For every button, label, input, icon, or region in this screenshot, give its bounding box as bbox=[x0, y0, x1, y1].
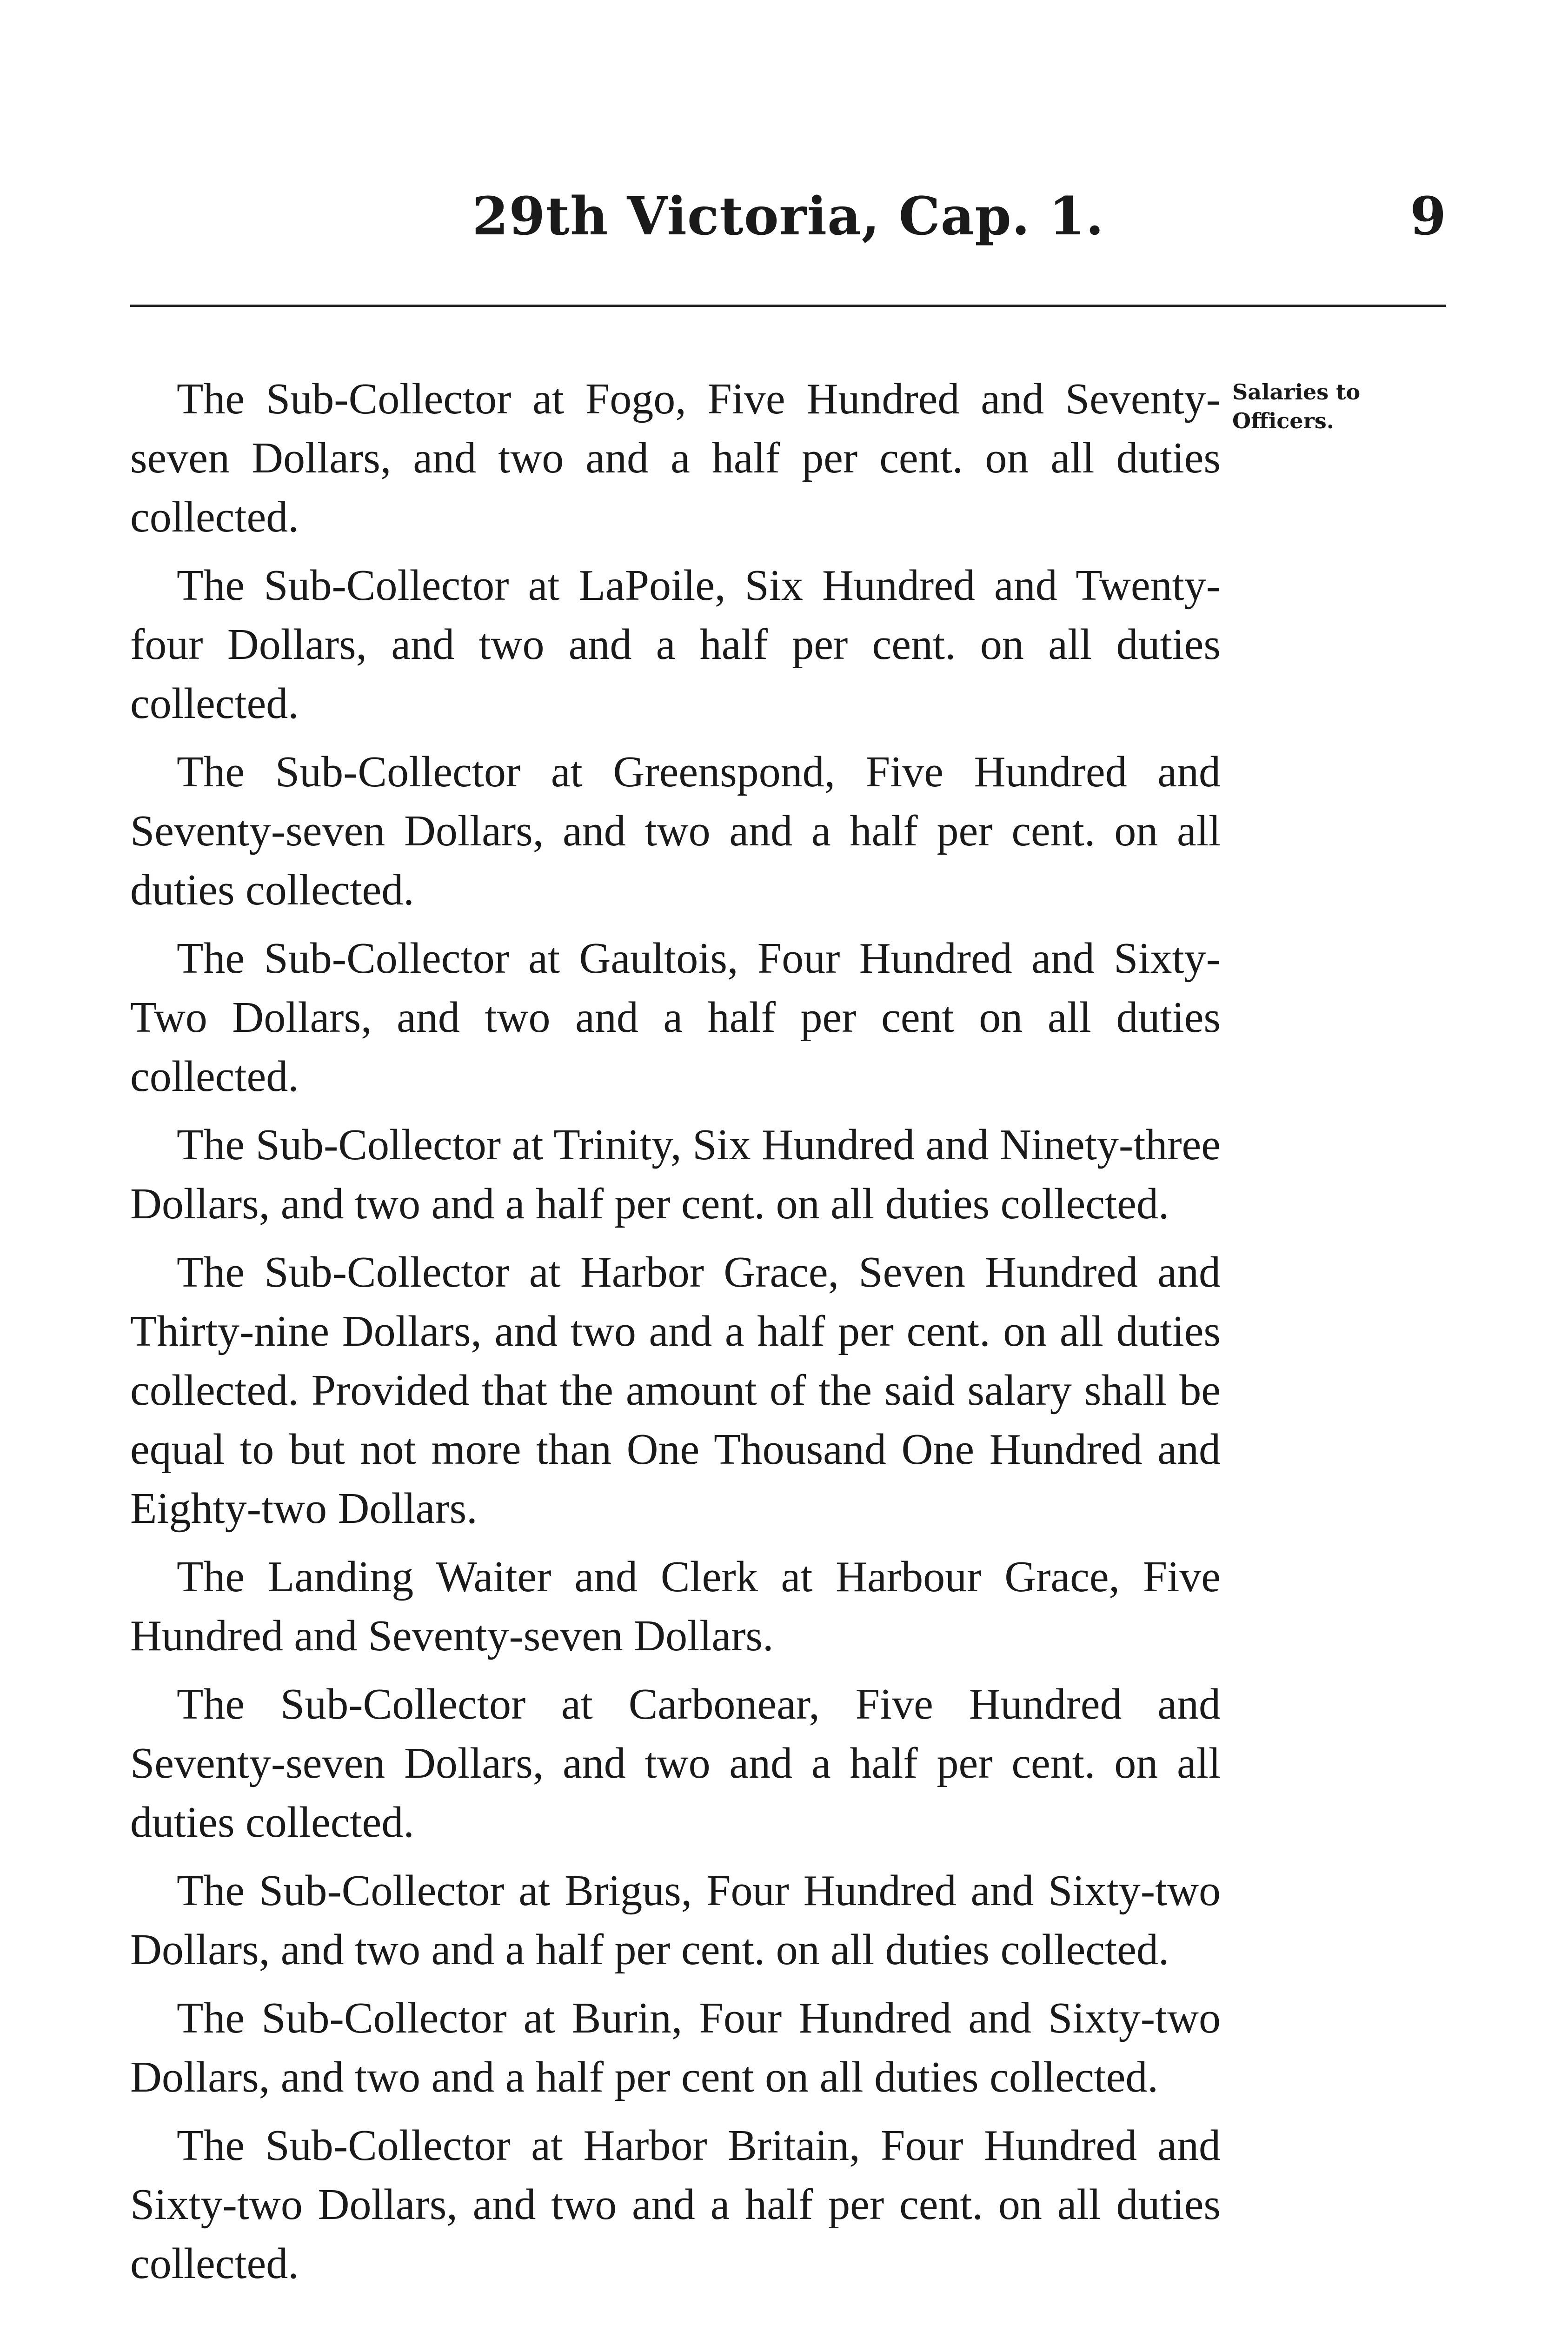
margin-note: Salaries to Officers. bbox=[1232, 379, 1361, 433]
paragraph-landing-waiter: The Landing Waiter and Clerk at Harbour Grace, Five Hundred and Seventy-seven Dollars. bbox=[130, 1553, 1221, 1660]
paragraph-greenspond: The Sub-Collector at Greenspond, Five Hundred and Seventy-seven Dollars, and two and a half per cent. on all duties collected. bbox=[130, 748, 1221, 914]
paragraph-harbor-britain: The Sub-Collector at Harbor Britain, Four Hundred and Sixty-two Dollars, and two and a half per cent. on all duties collected. bbox=[130, 2121, 1221, 2288]
paragraph-fogo: The Sub-Collector at Fogo, Five Hundred and Seventy-seven Dollars, and two and a half per cent. on all duties collected. bbox=[130, 375, 1221, 541]
paragraph-carbonear: The Sub-Collector at Carbonear, Five Hundred and Seventy-seven Dollars, and two and a half per cent. on all duties collected. bbox=[130, 1680, 1221, 1847]
running-title: 29th Victoria, Cap. 1. bbox=[472, 186, 1104, 247]
paragraph-trinity: The Sub-Collector at Trinity, Six Hundred and Ninety-three Dollars, and two and a half per cent. on all duties collected. bbox=[130, 1121, 1221, 1228]
header-rule bbox=[130, 305, 1446, 307]
paragraph-burin: The Sub-Collector at Burin, Four Hundred and Sixty-two Dollars, and two and a half per cent on all duties collected. bbox=[130, 1994, 1221, 2101]
body-text bbox=[130, 370, 1221, 2303]
paragraph-harbor-grace: The Sub-Collector at Harbor Grace, Seven Hundred and Thirty-nine Dollars, and two and a half per cent. on all duties collected. Provided that the amount of the said salary shall be equal to but not more than One Thousand One Hundred and Eighty-two Dollars. bbox=[130, 1248, 1221, 1533]
paragraph-brigus: The Sub-Collector at Brigus, Four Hundred and Sixty-two Dollars, and two and a half per cent. on all duties collected. bbox=[130, 1867, 1221, 1974]
running-head bbox=[130, 186, 1446, 260]
paragraph-lapoile: The Sub-Collector at LaPoile, Six Hundred and Twenty-four Dollars, and two and a half per cent. on all duties collected. bbox=[130, 561, 1221, 728]
page-number: 9 bbox=[1410, 186, 1446, 247]
paragraph-gaultois: The Sub-Collector at Gaultois, Four Hundred and Sixty-Two Dollars, and two and a half per cent on all duties collected. bbox=[130, 934, 1221, 1101]
